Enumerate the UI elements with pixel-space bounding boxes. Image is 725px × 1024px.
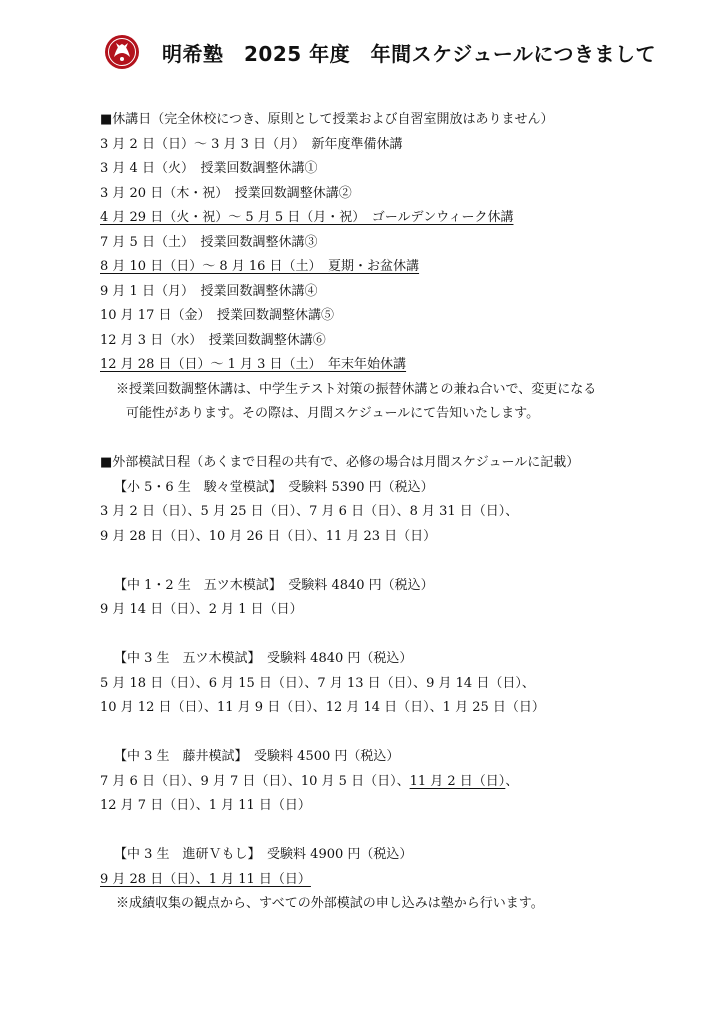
document-header [104,32,656,72]
exam-dates: 5 月 18 日（日）、6 月 15 日（日）、7 月 13 日（日）、9 月 14 日（日）、 [100,675,535,691]
holiday-item: 3 月 2 日（日）～ 3 月 3 日（月） 新年度準備休講 [100,136,403,152]
exam-dates: 12 月 7 日（日）、1 月 11 日（日） [100,798,311,813]
exam-dates: 9 月 28 日（日）、10 月 26 日（日）、11 月 23 日（日） [100,528,437,544]
holiday-heading: ■休講日（完全休校につき、原則として授業および自習室開放はありません） [100,112,554,127]
exam-dates: 10 月 12 日（日）、11 月 9 日（日）、12 月 14 日（日）、1 月 25 日（日） [100,700,545,715]
holiday-item: 9 月 1 日（月） 授業回数調整休講④ [100,283,318,299]
holiday-item: 3 月 4 日（火） 授業回数調整休講① [100,161,318,176]
holiday-note: ※授業回数調整休講は、中学生テスト対策の振替休講との兼ね合いで、変更になる [116,381,597,397]
exam-dates-underlined: 11 月 2 日（日） [409,773,506,789]
exam-dates: 9 月 14 日（日）、2 月 1 日（日） [100,602,303,617]
exam-dates: 9 月 28 日（日）、1 月 11 日（日） [100,871,311,887]
exam-section [100,451,680,917]
exam-note: ※成績収集の観点から、すべての外部模試の申し込みは塾から行います。 [116,896,544,911]
holiday-item: 7 月 5 日（土） 授業回数調整休講③ [100,234,318,250]
exam-dates: 3 月 2 日（日）、5 月 25 日（日）、7 月 6 日（日）、8 月 31 日（日）、 [100,504,519,519]
holiday-item: 4 月 29 日（火・祝）～ 5 月 5 日（月・祝） ゴールデンウィーク休講 [100,210,514,225]
holiday-item: 8 月 10 日（日）～ 8 月 16 日（土） 夏期・お盆休講 [100,259,420,274]
holiday-item: 3 月 20 日（木・祝） 授業回数調整休講② [100,185,352,201]
exam-group-title: 【中 1・2 生 五ツ木模試】 受験料 4840 円（税込） [114,577,434,593]
exam-heading: ■外部模試日程（あくまで日程の共有で、必修の場合は月間スケジュールに記載） [100,455,580,470]
crest-logo-icon [104,34,140,70]
exam-group-title: 【中 3 生 五ツ木模試】 受験料 4840 円（税込） [114,651,413,666]
exam-dates-part: 、 [505,773,519,789]
document-body [100,108,680,917]
holiday-note: 可能性があります。その際は、月間スケジュールにて告知いたします。 [126,406,540,421]
exam-dates-part: 7 月 6 日（日）、9 月 7 日（日）、10 月 5 日（日）、 [100,773,410,789]
exam-dates [100,770,680,795]
exam-group-title: 【中 3 生 藤井模試】 受験料 4500 円（税込） [114,749,400,764]
holiday-section [100,108,680,427]
exam-group-title: 【小 5・6 生 駿々堂模試】 受験料 5390 円（税込） [114,479,434,495]
holiday-item: 12 月 3 日（水） 授業回数調整休講⑥ [100,332,326,348]
holiday-item: 10 月 17 日（金） 授業回数調整休講⑤ [100,308,334,323]
holiday-item: 12 月 28 日（日）～ 1 月 3 日（土） 年末年始休講 [100,357,407,372]
page-title: 明希塾 2025 年度 年間スケジュールにつきまして [162,41,657,66]
exam-group-title: 【中 3 生 進研Ｖもし】 受験料 4900 円（税込） [114,847,413,862]
